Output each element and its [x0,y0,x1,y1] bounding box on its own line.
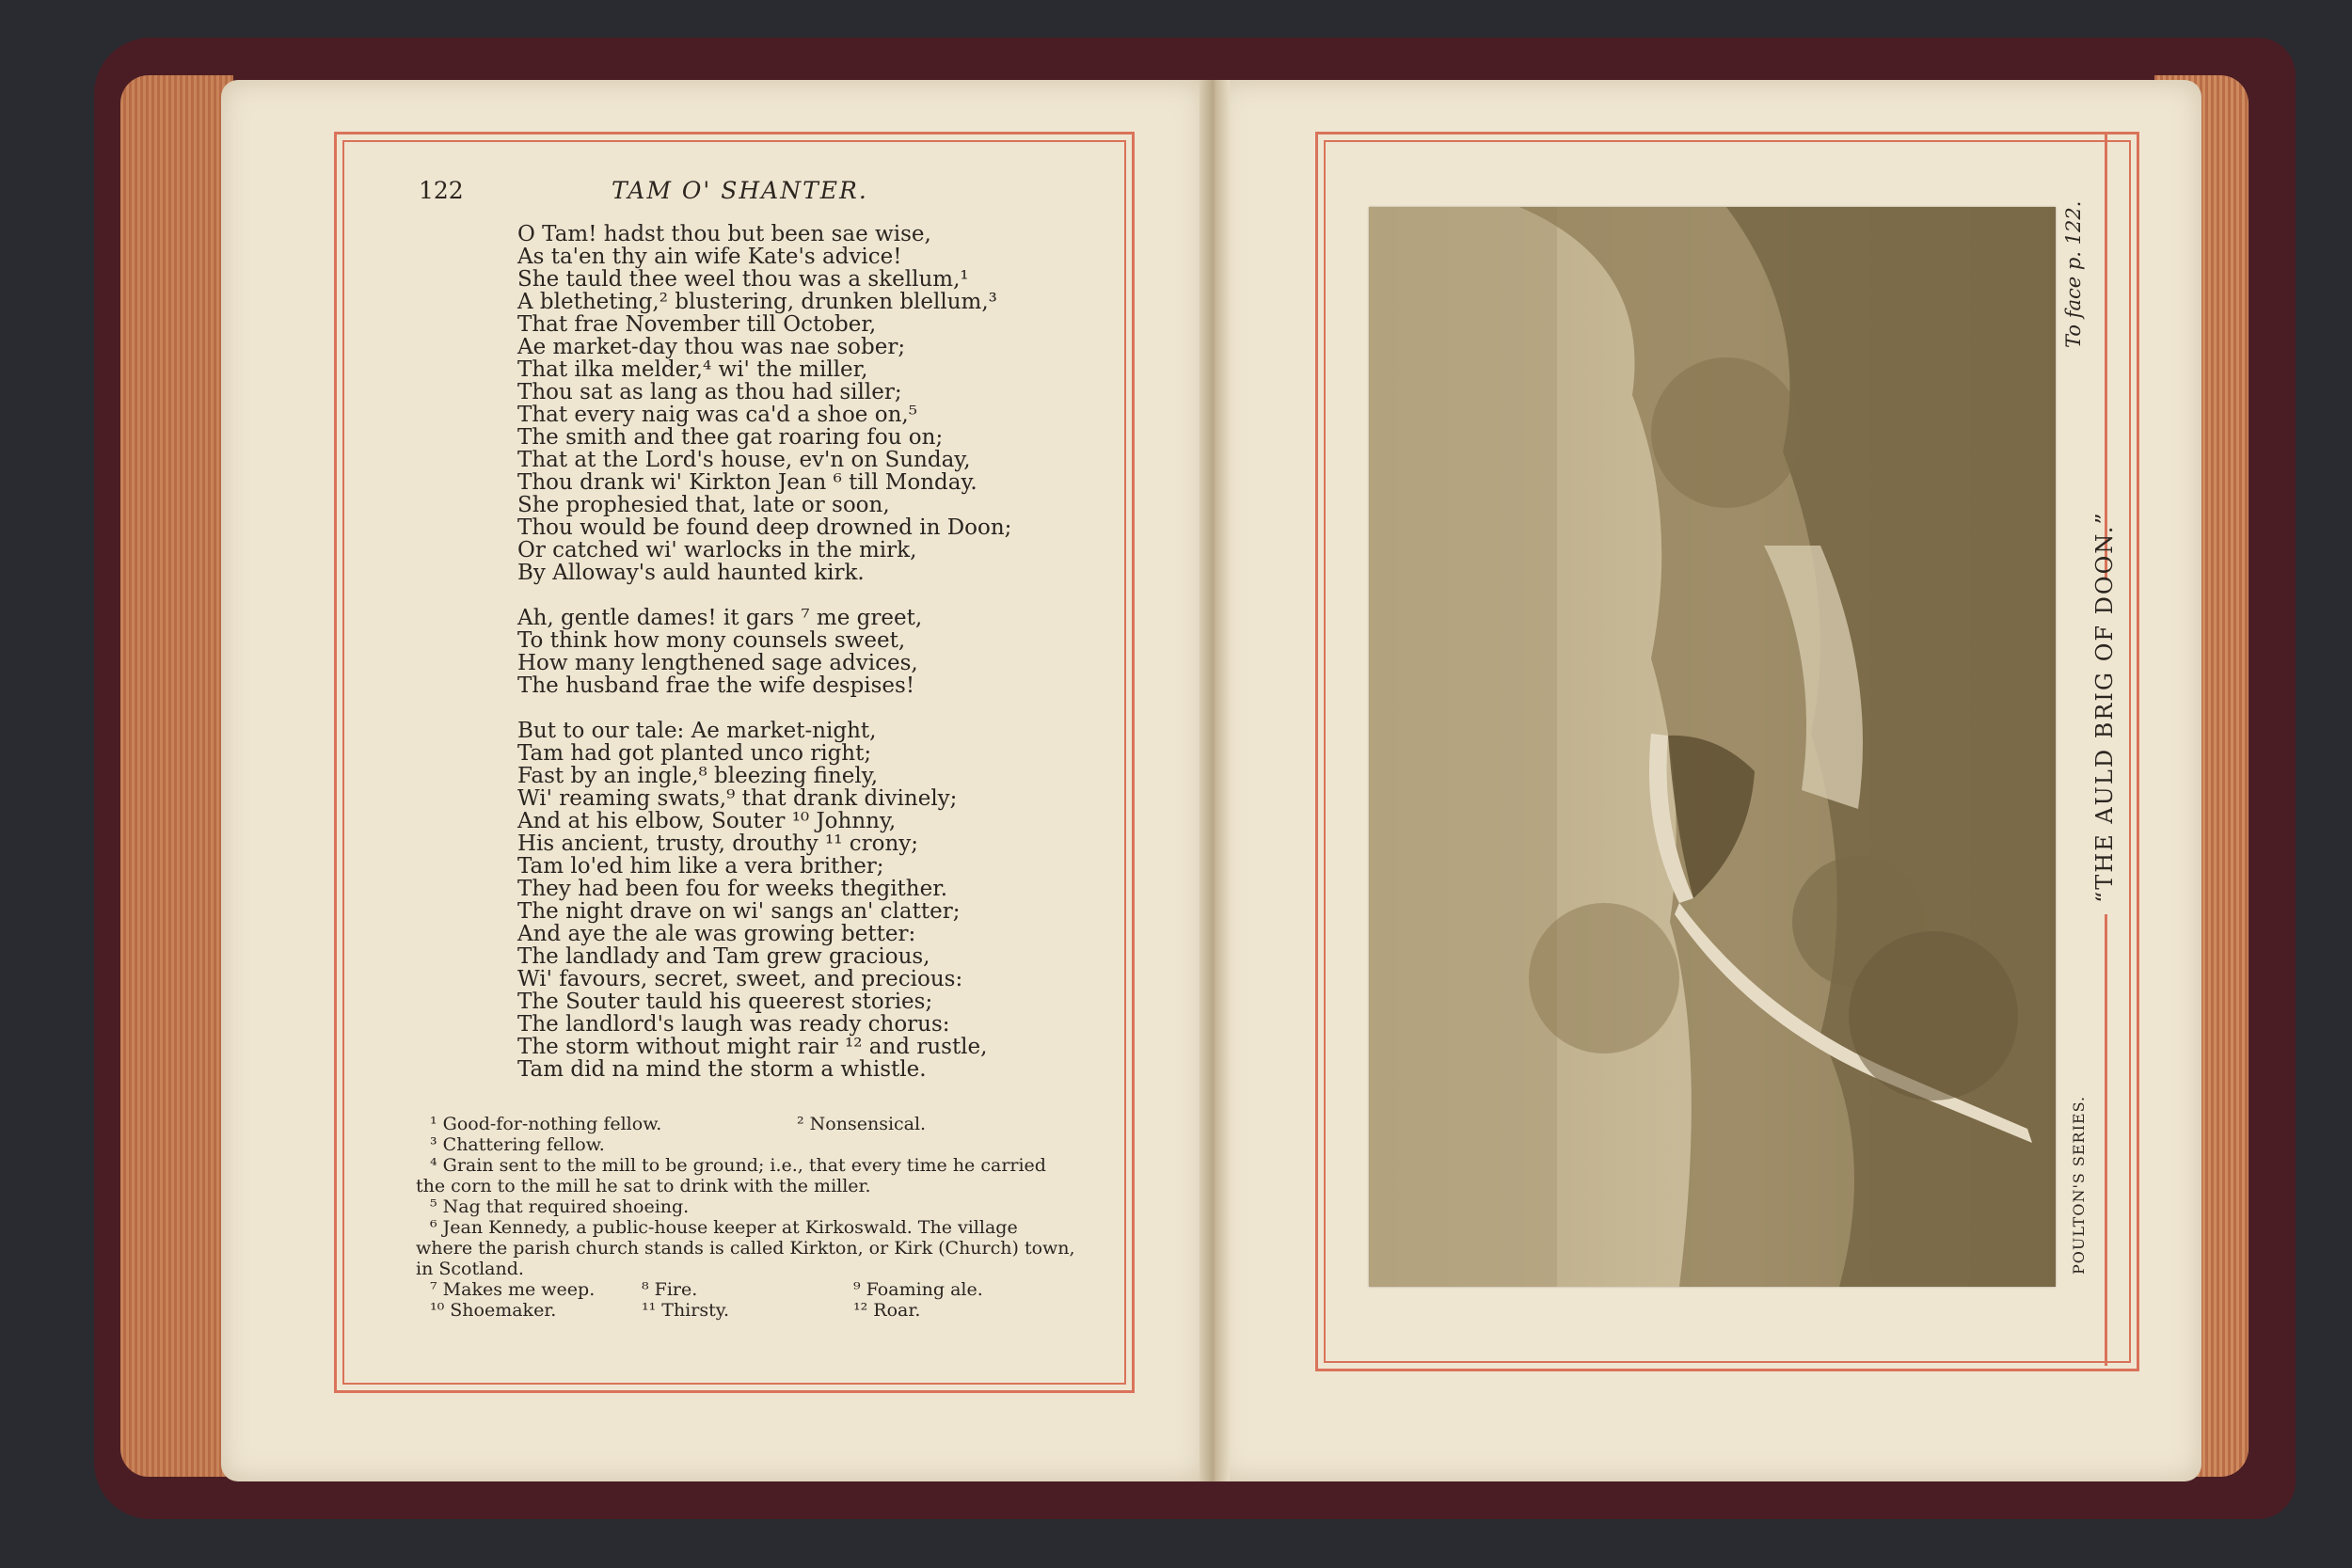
poem-line: The storm without might rair ¹² and rustle, [517,1035,988,1059]
poem-line: Tam had got planted unco right; [517,741,872,766]
poem-text [517,223,1101,1103]
poem-line: And aye the ale was growing better: [517,922,916,946]
poem-line: But to our tale: Ae market-night, [517,719,877,743]
poem-line: Tam lo'ed him like a vera brither; [517,854,884,879]
plate-series: POULTON'S SERIES. [2070,1095,2088,1275]
footnote-11: ¹¹ Thirsty. [642,1300,729,1321]
bridge-photograph [1369,207,2056,1287]
poem-line: The landlady and Tam grew gracious, [517,944,930,969]
poem-line: She prophesied that, late or soon, [517,493,890,517]
running-title: TAM O' SHANTER. [612,177,868,204]
poem-stanza [517,720,1101,1081]
poem-line: Fast by an ingle,⁸ bleezing finely, [517,764,879,788]
poem-line: Wi' favours, secret, sweet, and precious: [517,967,963,991]
poem-line: They had been fou for weeks thegither. [517,877,948,901]
poem-line: How many lengthened sage advices, [517,651,918,675]
poem-line: That at the Lord's house, ev'n on Sunday, [517,448,971,472]
poem-line: And at his elbow, Souter ¹⁰ Johnny, [517,809,897,833]
page-number: 122 [419,177,464,204]
left-page-edges [120,75,233,1477]
footnote-9: ⁹ Foaming ale. [853,1279,983,1300]
caption-rule-bottom [2105,914,2107,1366]
poem-line: By Alloway's auld haunted kirk. [517,561,865,585]
footnote-5: ⁵ Nag that required shoeing. [430,1196,690,1217]
poem-line: Thou would be found deep drowned in Doon; [517,515,1012,540]
photo-illustration [1369,207,2056,1287]
poem-line: As ta'en thy ain wife Kate's advice! [517,245,902,269]
footnote-3: ³ Chattering fellow. [430,1134,605,1155]
footnote-4: ⁴ Grain sent to the mill to be ground; i.e., that every time he carried [430,1155,1046,1176]
poem-line: The husband frae the wife despises! [517,673,915,698]
poem-line: His ancient, trusty, drouthy ¹¹ crony; [517,832,919,856]
footnote-6-end: in Scotland. [416,1259,524,1279]
footnote-8: ⁸ Fire. [642,1279,698,1300]
footnote-7: ⁷ Makes me weep. [430,1279,596,1300]
poem-line: Ah, gentle dames! it gars ⁷ me greet, [517,606,923,630]
poem-stanza [517,607,1101,697]
footnote-4-cont: the corn to the mill he sat to drink with the miller. [416,1176,871,1196]
book-gutter [1200,80,1230,1481]
poem-line: That ilka melder,⁴ wi' the miller, [517,357,868,382]
poem-stanza [517,223,1101,584]
poem-line: The night drave on wi' sangs an' clatter; [517,899,961,924]
poem-line: Ae market-day thou was nae sober; [517,335,906,359]
footnotes [416,1114,1079,1321]
poem-line: O Tam! hadst thou but been sae wise, [517,222,931,246]
poem-line: Thou sat as lang as thou had siller; [517,380,902,404]
footnote-1: ¹ Good-for-nothing fellow. [430,1114,662,1134]
footnote-row [430,1279,1079,1300]
plate-title: “THE AULD BRIG OF DOON.” [2091,511,2118,903]
poem-line: She tauld thee weel thou was a skellum,¹ [517,267,969,292]
poem-line: The smith and thee gat roaring fou on; [517,425,944,450]
poem-line: That every naig was ca'd a shoe on,⁵ [517,403,917,427]
poem-line: Or catched wi' warlocks in the mirk, [517,538,917,562]
footnote-row [430,1114,1079,1134]
footnote-row [430,1300,1079,1321]
poem-line: That frae November till October, [517,312,877,337]
plate-page-reference: To face p. 122. [2062,200,2085,348]
poem-line: Tam did na mind the storm a whistle. [517,1057,927,1082]
footnote-10: ¹⁰ Shoemaker. [430,1300,557,1321]
poem-line: The Souter tauld his queerest stories; [517,990,933,1014]
poem-line: Thou drank wi' Kirkton Jean ⁶ till Monday. [517,470,977,495]
footnote-2: ² Nonsensical. [797,1114,927,1134]
footnote-6-cont: where the parish church stands is called Kirkton, or Kirk (Church) town, [416,1238,1075,1259]
poem-line: The landlord's laugh was ready chorus: [517,1012,950,1037]
poem-line: To think how mony counsels sweet, [517,628,906,653]
footnote-6: ⁶ Jean Kennedy, a public-house keeper at Kirkoswald. The village [430,1217,1018,1238]
poem-line: Wi' reaming swats,⁹ that drank divinely; [517,786,958,811]
poem-line: A bletheting,² blustering, drunken blellum,³ [517,290,997,314]
footnote-12: ¹² Roar. [853,1300,921,1321]
